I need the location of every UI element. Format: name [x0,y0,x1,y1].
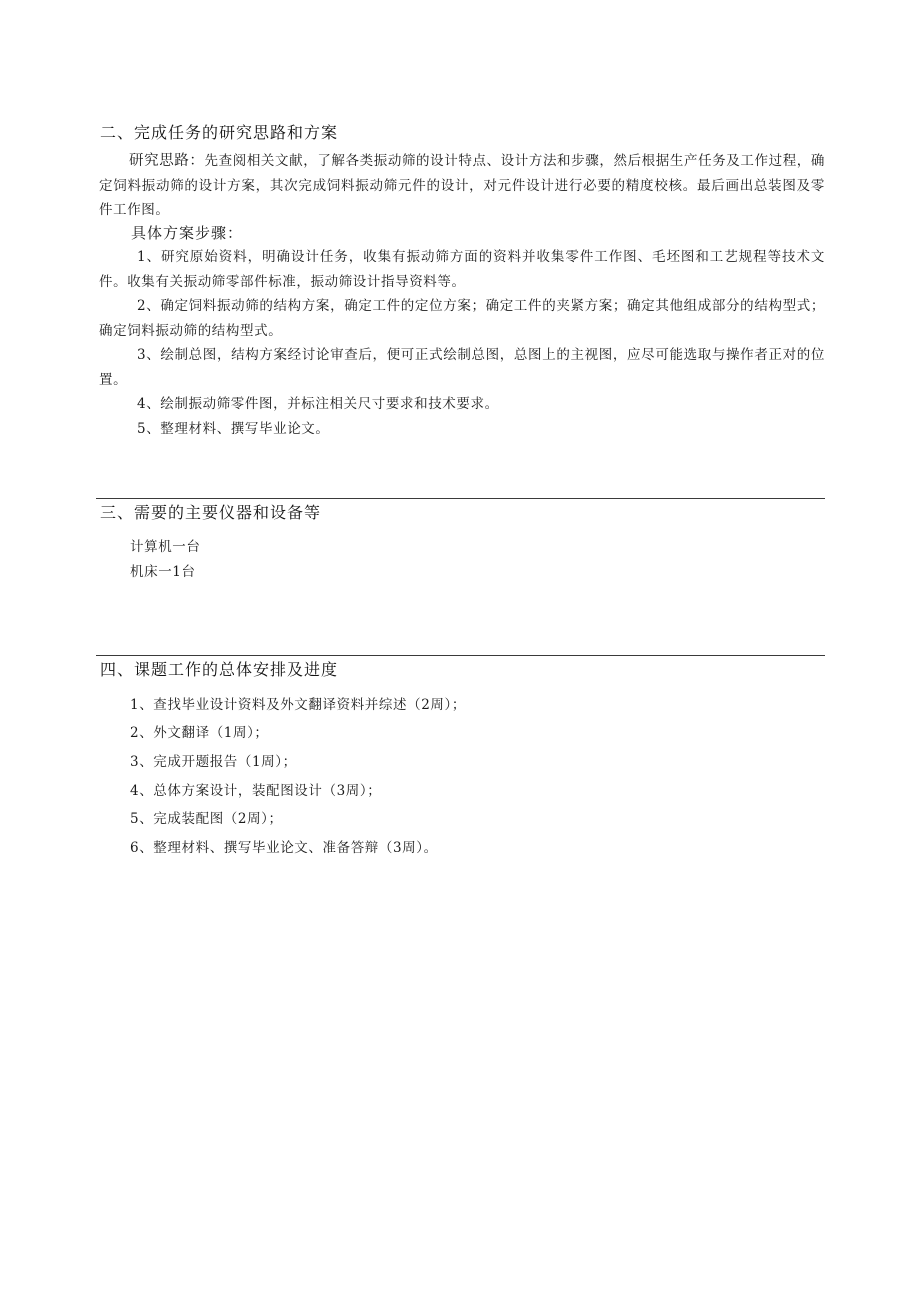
step-1-paragraph [99,245,825,294]
section-divider-1 [96,498,825,499]
section-2-heading: 二、完成任务的研究思路和方案 [100,123,339,142]
section-3-heading: 三、需要的主要仪器和设备等 [100,503,322,522]
step-2-text: 2、确定饲料振动筛的结构方案，确定工件的定位方案；确定工件的夹紧方案；确定其他组成部分的结构型式；确定饲料振动筛的结构型式。 [99,298,825,339]
schedule-item-5: 5、完成装配图（2周）； [130,811,283,827]
equipment-item-1: 计算机一台 [130,539,201,555]
equipment-item-2: 机床一1台 [130,564,196,580]
step-1-text: 1、研究原始资料，明确设计任务，收集有振动筛方面的资料并收集零件工作图、毛坯图和工艺规程等技术文件。收集有关振动筛零部件标准，振动筛设计指导资料等。 [99,249,825,290]
schedule-item-2: 2、外文翻译（1周）； [130,725,269,741]
steps-subheading: 具体方案步骤： [131,224,244,242]
section-4-heading: 四、课题工作的总体安排及进度 [100,660,339,679]
step-2-paragraph [99,294,825,343]
step-3-text: 3、绘制总图，结构方案经讨论审查后，便可正式绘制总图，总图上的主视图，应尽可能选取与操作者正对的位置。 [99,347,825,388]
step-4-text: 4、绘制振动筛零件图，并标注相关尺寸要求和技术要求。 [137,396,499,412]
schedule-item-4: 4、总体方案设计，装配图设计（3周）； [130,783,382,799]
research-approach-text: 先查阅相关文献，了解各类振动筛的设计特点、设计方法和步骤，然后根据生产任务及工作过程，确定饲料振动筛的设计方案，其次完成饲料振动筛元件的设计，对元件设计进行必要的精度校核。最后画出总装图及零件工作图。 [99,153,825,218]
research-approach-label: 研究思路： [129,153,205,169]
section-divider-2 [96,655,825,656]
schedule-item-1: 1、查找毕业设计资料及外文翻译资料并综述（2周）； [130,697,466,713]
schedule-item-6: 6、整理材料、撰写毕业论文、准备答辩（3周）。 [130,840,438,856]
step-5-text: 5、整理材料、撰写毕业论文。 [137,421,330,437]
research-approach-paragraph [99,149,825,223]
schedule-item-3: 3、完成开题报告（1周）； [130,754,297,770]
step-3-paragraph [99,343,825,392]
